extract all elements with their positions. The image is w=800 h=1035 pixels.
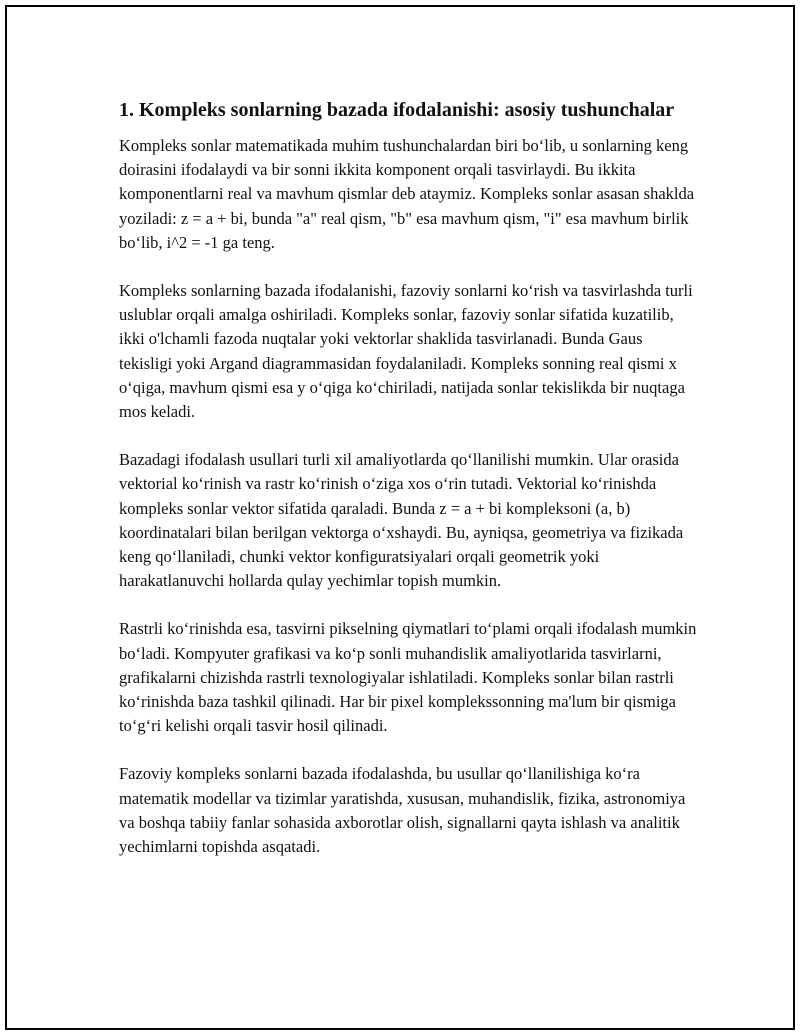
paragraph-conclusion: Fazoviy kompleks sonlarni bazada ifodalashda, bu usullar qo‘llanilishiga ko‘ra matematik modellar va tizimlar yaratishda, xususan, muhandislik, fizika, astronomiya va boshqa tabiiy fanlar sohasida axborotlar olish, signallarni qayta ishlash va analitik yechimlarni topishda asqatadi. — [119, 764, 686, 857]
document-body — [119, 96, 699, 883]
paragraph-raster: Rastrli ko‘rinishda esa, tasvirni pikselning qiymatlari to‘plami orqali ifodalash mumkin bo‘ladi. Kompyuter grafikasi va ko‘p sonli muhandislik amaliyotlarida tasvirlarni, grafikalarni chizishda rastrli texnologiyalar ishlatiladi. Kompleks sonlar bilan rastrli ko‘rinishda baza tashkil qilinadi. Har bir pixel komplekssonning ma'lum bir qismiga to‘g‘ri kelishi orqali tasvir hosil qilinadi. — [119, 619, 697, 736]
paragraph-representation: Kompleks sonlarning bazada ifodalanishi, fazoviy sonlarni ko‘rish va tasvirlashda turli uslublar orqali amalga oshiriladi. Kompleks sonlar, fazoviy sonlar sifatida kuzatilib, ikki o'lchamli fazoda nuqtalar yoki vektorlar shaklida tasvirlanadi. Bunda Gaus tekisligi yoki Argand diagrammasidan foydalaniladi. Kompleks sonning real qismi x o‘qiga, mavhum qismi esa y o‘qiga ko‘chiriladi, natijada sonlar tekislikda bir nuqtaga mos keladi. — [119, 281, 693, 422]
paragraph-intro: Kompleks sonlar matematikada muhim tushunchalardan biri bo‘lib, u sonlarning keng doirasini ifodalaydi va bir sonni ikkita komponent orqali tasvirlaydi. Bu ikkita komponentlarni real va mavhum qismlar deb ataymiz. Kompleks sonlar asasan shaklda yoziladi: z = a + bi, bunda "a" real qism, "b" esa mavhum qism, "i" esa mavhum birlik bo‘lib, i^2 = -1 ga teng. — [119, 136, 695, 252]
page-frame — [5, 5, 795, 1030]
paragraph-methods: Bazadagi ifodalash usullari turli xil amaliyotlarda qo‘llanilishi mumkin. Ular orasida vektorial ko‘rinish va rastr ko‘rinish o‘ziga xos o‘rin tutadi. Vektorial ko‘rinishda kompleks sonlar vektor sifatida qaraladi. Bunda z = a + bi kompleksoni (a, b) koordinatalari bilan berilgan vektorga o‘xshaydi. Bu, ayniqsa, geometriya va fizikada keng qo‘llaniladi, chunki vektor konfiguratsiyalari orqali geometrik yoki harakatlanuvchi hollarda qulay yechimlar topish mumkin. — [119, 450, 684, 591]
document-title: 1. Kompleks sonlarning bazada ifodalanishi: asosiy tushunchalar — [119, 99, 675, 121]
